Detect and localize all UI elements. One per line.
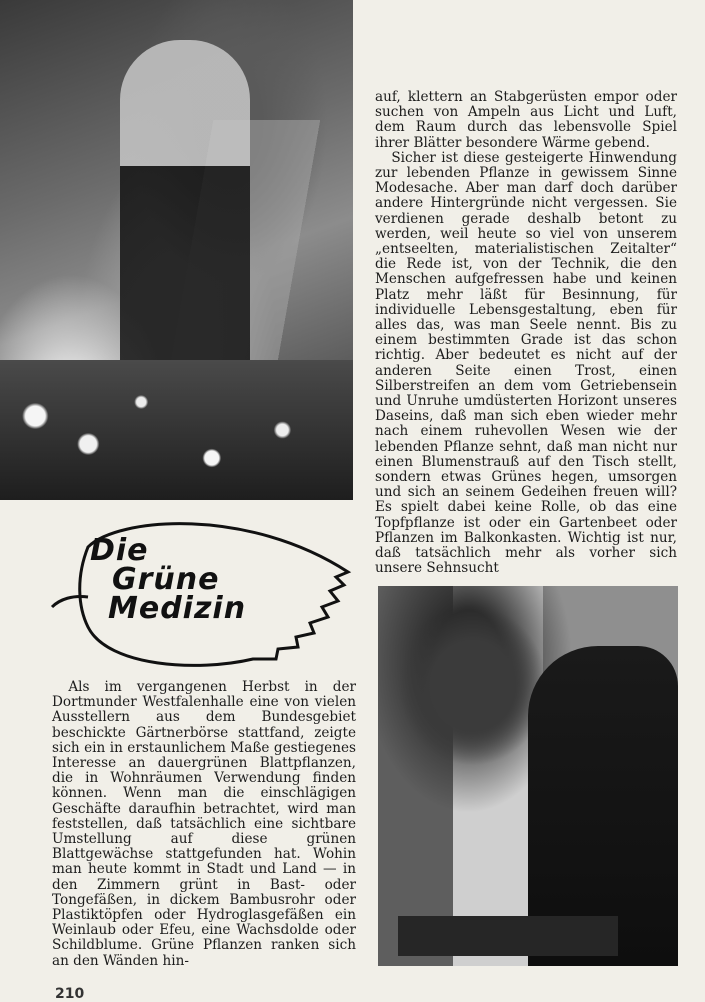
paragraph: auf, klettern an Stabgerüsten empor oder suchen von Ampeln aus Licht und Luft, dem Raum durch das lebensvolle Spiel ihrer Blätter besondere Wärme gebend. [375, 89, 677, 151]
article-column-right [375, 90, 677, 577]
hanging-plant [398, 606, 548, 766]
paragraph: Sicher ist diese gesteigerte Hinwendung zur lebenden Pflanze in gewissem Sinne Modesache. Aber man darf doch darüber andere Hintergründe nicht vergessen. Sie verdienen gerade deshalb betont zu werden, weil heute so viel von unserem „entseelten, materialistischen Zeitalter“ die Rede ist, von der Technik, die den Menschen aufgefressen habe und keinen Platz mehr läßt für Besinnung, für individuelle Lebensgestaltung, eben für alles das, was man Seele nennt. Bis zu einem bestimmten Grade ist das schon richtig. Aber bedeutet es nicht auf der anderen Seite einen Trost, einen Silberstreifen an dem vom Getriebensein und Unruhe umdüsterten Horizont unseres Daseins, daß man sich eben wieder mehr nach einem ruhevollen Wesen wie der lebenden Pflanze sehnt, daß man nicht nur einen Blumenstrauß auf den Tisch stellt, sondern etwas Grünes hegen, umsorgen und sich an seinem Gedeihen freuen will? Es spielt dabei keine Rolle, ob das eine Topfpflanze ist oder ein Gartenbeet oder Pflanzen im Balkonkasten. Wichtig ist nur, daß tatsächlich mehr als vorher sich unsere Sehnsucht [375, 149, 677, 577]
photo-woman-watering-plant [378, 586, 678, 966]
article-title-line-3: Medizin [108, 591, 247, 626]
woman-figure [120, 40, 250, 400]
photo-woman-watering-garden [0, 0, 353, 500]
flower-bed [0, 360, 353, 500]
paragraph: Als im vergangenen Herbst in der Dortmunder Westfalenhalle eine von vielen Ausstellern aus dem Bundesgebiet beschickte Gärtnerbörse stattfand, zeigte sich ein in erstaunlichem Maße gestiegenes Interesse an dauergrünen Blattpflanzen, die in Wohnräumen Verwendung finden können. Wenn man die einschlägigen Geschäfte daraufhin betrachtet, wird man feststellen, daß tatsächlich eine sichtbare Umstellung auf diese grünen Blattgewächse stattgefunden hat. Wohin man heute kommt in Stadt und Land — in den Zimmern grünt in Bast- oder Tongefäßen, in dickem Bambusrohr oder Plastiktöpfen oder Hydroglasgefäßen ein Weinlaub oder Efeu, eine Wachsdolde oder Schildblume. Grüne Pflanzen ranken sich an den Wänden hin- [52, 679, 356, 969]
article-title-line-2: Grüne [112, 562, 220, 597]
article-column-left [52, 680, 356, 969]
table [398, 916, 618, 956]
page-number: 210 [55, 986, 85, 1002]
article-title-line-1: Die [90, 533, 149, 568]
